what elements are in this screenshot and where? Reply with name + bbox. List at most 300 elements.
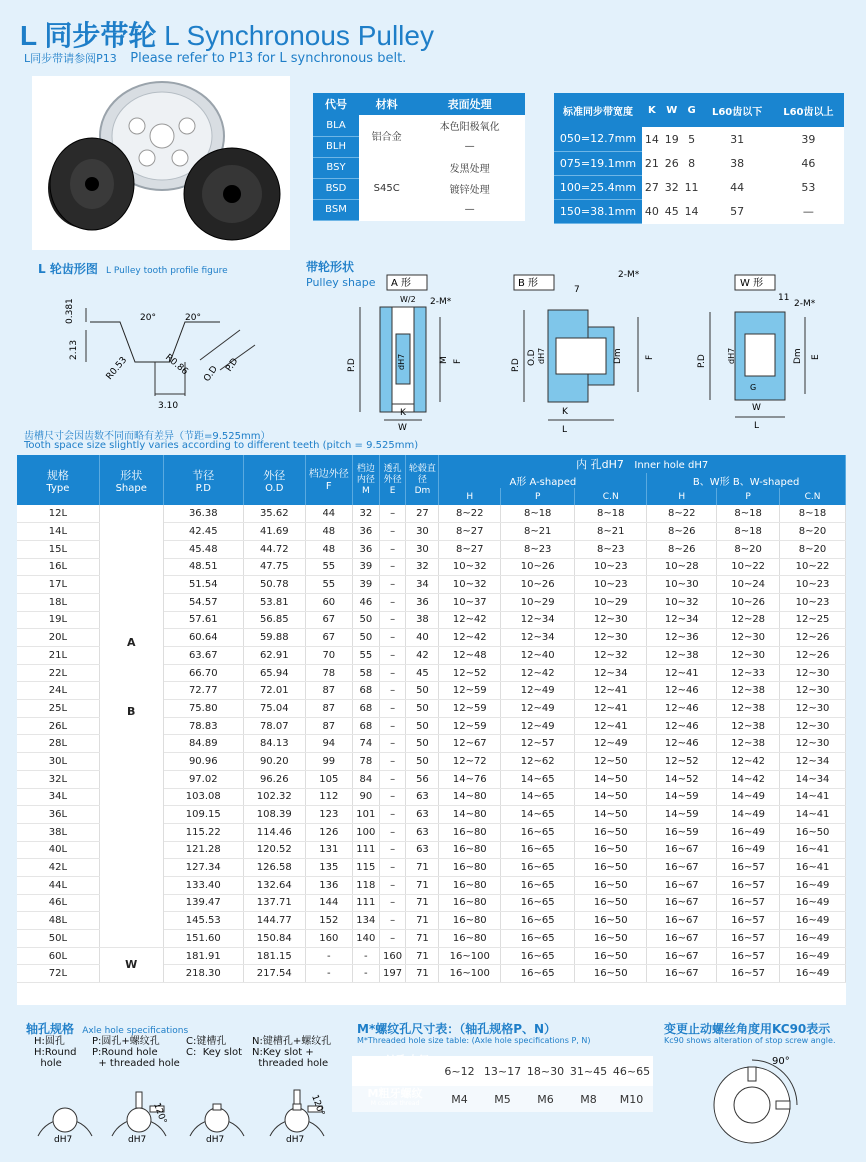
code-cell: BSD [313, 178, 359, 199]
table-cell: 84.89 [163, 735, 243, 753]
width-cell: 32 [664, 180, 679, 194]
spec-table [17, 455, 846, 983]
table-cell: 126 [305, 823, 352, 841]
table-cell: 16~49 [780, 894, 846, 912]
table-cell: 16~50 [575, 859, 647, 877]
axle-hole-diagrams [30, 1076, 350, 1148]
shape-a-dim: F [453, 358, 463, 364]
table-cell: 42.45 [163, 523, 243, 541]
table-cell: 16~49 [780, 876, 846, 894]
table-cell: 12~28 [717, 611, 780, 629]
table-cell: 12~49 [501, 717, 575, 735]
table-cell: 14~49 [717, 806, 780, 824]
table-cell: 181.91 [163, 947, 243, 965]
table-cell: 10~26 [501, 558, 575, 576]
table-cell: 50 [352, 611, 379, 629]
table-cell: 39 [352, 576, 379, 594]
table-cell: 12~30 [717, 629, 780, 647]
width-cell: 075=19.1mm [554, 151, 642, 175]
shape-w-label: W 形 [740, 278, 764, 289]
table-cell: 12~67 [439, 735, 501, 753]
table-cell: 8~21 [501, 523, 575, 541]
table-cell: 12~49 [501, 682, 575, 700]
table-cell: 71 [406, 912, 439, 930]
table-cell: 50 [352, 629, 379, 647]
table-cell: 12~30 [780, 682, 846, 700]
table-cell: - [352, 965, 379, 983]
table-cell: 57.61 [163, 611, 243, 629]
table-cell: 10~23 [575, 576, 647, 594]
table-cell: 16~49 [780, 912, 846, 930]
table-cell: 16~57 [717, 894, 780, 912]
thread-cell: M6 [524, 1086, 567, 1112]
shape-b-dim: dH7 [537, 347, 546, 364]
table-cell: 8~26 [647, 523, 717, 541]
table-cell: – [379, 505, 406, 523]
table-cell: – [379, 912, 406, 930]
width-cell: 53 [801, 180, 816, 194]
table-cell: 48 [305, 540, 352, 558]
table-cell: 100 [352, 823, 379, 841]
table-cell: 12~34 [780, 753, 846, 771]
table-cell: 10~32 [439, 558, 501, 576]
table-cell: 75.04 [243, 700, 305, 718]
table-cell: – [379, 700, 406, 718]
table-cell: 8~22 [439, 505, 501, 523]
col-shape: 形状 Shape [99, 455, 163, 505]
table-cell: 63 [406, 788, 439, 806]
table-cell: 36.38 [163, 505, 243, 523]
table-cell: – [379, 930, 406, 948]
table-cell: 14~80 [439, 788, 501, 806]
tooth-profile-title-cn: L 轮齿形图 [38, 262, 98, 276]
width-cell: 100=25.4mm [554, 175, 642, 199]
tooth-label: O.D [202, 364, 220, 384]
table-cell: 68 [352, 682, 379, 700]
axle-n-desc: N:键槽孔+螺纹孔 N:Key slot + threaded hole [252, 1036, 332, 1069]
col-bw-group: B、W形 B、W-shaped [647, 473, 846, 488]
width-cell: 11 [684, 180, 699, 194]
table-cell: 12~48 [439, 647, 501, 665]
kc90-angle: 90° [772, 1056, 790, 1067]
table-cell: 16~100 [439, 947, 501, 965]
tooth-label: 3.10 [158, 401, 179, 411]
header-l-under60: L60齿以下 [701, 93, 772, 127]
cell-type: 16L [17, 558, 99, 576]
cell-type: 50L [17, 930, 99, 948]
table-cell: 160 [305, 930, 352, 948]
table-cell: 12~26 [780, 629, 846, 647]
table-cell: – [379, 576, 406, 594]
cell-type: 28L [17, 735, 99, 753]
table-cell: – [379, 876, 406, 894]
shape-b-diagram [498, 272, 663, 437]
table-cell: 16~65 [501, 947, 575, 965]
table-cell: – [379, 540, 406, 558]
header-finish: 表面处理 [414, 93, 525, 115]
tooth-label: 20° [140, 313, 156, 323]
table-cell: 12~42 [439, 611, 501, 629]
table-cell: - [305, 965, 352, 983]
table-cell: 14~65 [501, 770, 575, 788]
table-cell: 44.72 [243, 540, 305, 558]
table-cell: 14~80 [439, 806, 501, 824]
table-cell: 136 [305, 876, 352, 894]
table-cell: 12~26 [780, 647, 846, 665]
table-cell: 111 [352, 841, 379, 859]
table-cell: – [379, 788, 406, 806]
table-cell: 12~30 [780, 664, 846, 682]
table-cell: 8~18 [575, 505, 647, 523]
table-cell: 60 [305, 593, 352, 611]
table-cell: 41.69 [243, 523, 305, 541]
col-m: 档边内径 M [352, 455, 379, 505]
table-cell: 55 [305, 576, 352, 594]
table-cell: 8~23 [575, 540, 647, 558]
col-pd: 节径 P.D [163, 455, 243, 505]
table-cell: 27 [406, 505, 439, 523]
table-cell: 12~30 [717, 647, 780, 665]
tooth-profile-diagram [65, 298, 270, 420]
cell-type: 32L [17, 770, 99, 788]
table-cell: 56 [406, 770, 439, 788]
cell-type: 25L [17, 700, 99, 718]
table-cell: 16~65 [501, 894, 575, 912]
table-cell: 50.78 [243, 576, 305, 594]
width-cell: 14 [644, 132, 659, 146]
table-cell: 59.88 [243, 629, 305, 647]
subtitle-en: Please refer to P13 for L synchronous belt. [130, 51, 407, 66]
table-cell: 50 [406, 735, 439, 753]
shape-w-dim: P.D [697, 354, 707, 368]
cell-type: 44L [17, 876, 99, 894]
width-cell: 26 [664, 156, 679, 170]
table-cell: 139.47 [163, 894, 243, 912]
axle-h-desc: H:圆孔 H:Round hole [34, 1036, 77, 1069]
table-cell: 16~67 [647, 876, 717, 894]
cell-type: 34L [17, 788, 99, 806]
finish-cell: — [414, 199, 525, 220]
thread-cell: M4 [438, 1086, 481, 1112]
table-cell: 16~50 [575, 823, 647, 841]
table-cell: 62.91 [243, 647, 305, 665]
table-cell: 120.52 [243, 841, 305, 859]
thread-cell: 31~45 [567, 1056, 610, 1086]
code-cell: BSY [313, 157, 359, 178]
width-row [554, 127, 844, 151]
table-cell: 53.81 [243, 593, 305, 611]
table-cell: 90.96 [163, 753, 243, 771]
col-e: 透孔外径 E [379, 455, 406, 505]
table-cell: 16~50 [780, 823, 846, 841]
table-cell: 14~41 [780, 788, 846, 806]
shape-a-dim: P.D [347, 358, 357, 372]
thread-row1-label: dH7轴孔内径 Inner diameter of dH7 axle hole [352, 1056, 438, 1086]
table-cell: 42 [406, 647, 439, 665]
table-cell: 71 [406, 965, 439, 983]
table-cell: 111 [352, 894, 379, 912]
table-cell: 14~50 [575, 806, 647, 824]
cell-type: 20L [17, 629, 99, 647]
table-cell: 16~57 [717, 930, 780, 948]
kc90-diagram [700, 1050, 810, 1150]
table-cell: 16~49 [780, 947, 846, 965]
thread-cell: M8 [567, 1086, 610, 1112]
table-cell: 102.32 [243, 788, 305, 806]
table-cell: 34 [406, 576, 439, 594]
table-cell: 16~50 [575, 930, 647, 948]
table-cell: 63 [406, 823, 439, 841]
table-cell: 126.58 [243, 859, 305, 877]
table-cell: 12~59 [439, 682, 501, 700]
tooth-profile-title-en: L Pulley tooth profile figure [106, 266, 228, 276]
table-cell: – [379, 841, 406, 859]
table-cell: 10~23 [575, 558, 647, 576]
note-en: Tooth space size slightly varies according to different teeth (pitch = 9.525mm) [24, 440, 419, 451]
cell-type: 19L [17, 611, 99, 629]
table-cell: 10~26 [717, 593, 780, 611]
table-row [17, 505, 846, 523]
table-cell: 14~50 [575, 770, 647, 788]
table-cell: 16~57 [717, 912, 780, 930]
table-cell: 12~33 [717, 664, 780, 682]
table-cell: 16~59 [647, 823, 717, 841]
table-cell: 58 [352, 664, 379, 682]
table-cell: – [379, 806, 406, 824]
table-cell: 12~46 [647, 717, 717, 735]
shape-a-dim: 2-M* [430, 297, 452, 307]
shape-a-dim: M [439, 356, 449, 364]
table-cell: 8~21 [575, 523, 647, 541]
table-cell: 101 [352, 806, 379, 824]
table-cell: 12~41 [647, 664, 717, 682]
table-cell: 65.94 [243, 664, 305, 682]
cell-type: 24L [17, 682, 99, 700]
cell-type: 30L [17, 753, 99, 771]
table-cell: 50 [406, 682, 439, 700]
tooth-label: P.D [224, 356, 241, 374]
table-cell: 12~52 [439, 664, 501, 682]
table-cell: 8~18 [501, 505, 575, 523]
table-cell: 8~26 [647, 540, 717, 558]
table-cell: – [379, 593, 406, 611]
pulley-shape-title-en: Pulley shape [306, 276, 376, 289]
table-cell: 16~57 [717, 876, 780, 894]
axle-hole-title [26, 1020, 188, 1037]
table-cell: 45.48 [163, 540, 243, 558]
thread-cell: M5 [481, 1086, 524, 1112]
code-cell: BLA [313, 115, 359, 136]
col-a-p: P [501, 488, 575, 505]
table-cell: 217.54 [243, 965, 305, 983]
shape-w-dim: E [811, 354, 821, 360]
col-f: 档边外径 F [305, 455, 352, 505]
table-cell: 12~25 [780, 611, 846, 629]
cell-type: 40L [17, 841, 99, 859]
width-cell: — [802, 204, 814, 218]
code-cell: BLH [313, 136, 359, 157]
col-a-cn: C.N [575, 488, 647, 505]
table-cell: 8~20 [780, 523, 846, 541]
table-cell: 10~32 [439, 576, 501, 594]
angle-label-n: 120° [309, 1093, 326, 1118]
table-cell: 121.28 [163, 841, 243, 859]
header-l-over60: L60齿以上 [773, 93, 844, 127]
table-cell: 40 [406, 629, 439, 647]
shape-b-dim: K [562, 407, 568, 417]
table-cell: 10~23 [780, 576, 846, 594]
col-bw-p: P [717, 488, 780, 505]
col-dm: 轮毂直径 Dm [406, 455, 439, 505]
table-cell: 118 [352, 876, 379, 894]
product-photo [32, 76, 290, 250]
table-cell: 152 [305, 912, 352, 930]
table-cell: 30 [406, 540, 439, 558]
table-cell: 12~32 [575, 647, 647, 665]
table-cell: 16~80 [439, 841, 501, 859]
tooth-label: 0.381 [65, 298, 75, 324]
table-cell: 36 [352, 523, 379, 541]
table-cell: 12~49 [501, 700, 575, 718]
table-cell: – [379, 523, 406, 541]
table-cell: 12~49 [575, 735, 647, 753]
table-cell: 12~34 [501, 629, 575, 647]
thread-cell: 18~30 [524, 1056, 567, 1086]
table-cell: 16~50 [575, 876, 647, 894]
table-cell: 12~30 [575, 611, 647, 629]
table-cell: 8~18 [780, 505, 846, 523]
table-cell: 103.08 [163, 788, 243, 806]
table-cell: 97.02 [163, 770, 243, 788]
shape-a-label: A 形 [391, 278, 412, 289]
table-cell: 16~80 [439, 930, 501, 948]
table-cell: 39 [352, 558, 379, 576]
shape-b-dim: Dm [613, 348, 623, 364]
table-cell: 72.01 [243, 682, 305, 700]
page-title [20, 14, 434, 54]
width-cell: 57 [730, 204, 745, 218]
table-cell: 32 [352, 505, 379, 523]
table-cell: 16~41 [780, 841, 846, 859]
cell-type: 46L [17, 894, 99, 912]
dh7-label: dH7 [54, 1135, 73, 1145]
table-cell: 8~27 [439, 523, 501, 541]
width-cell: 150=38.1mm [554, 199, 642, 223]
dh7-label: dH7 [128, 1135, 147, 1145]
table-cell: 12~38 [717, 735, 780, 753]
table-cell: 10~32 [647, 593, 717, 611]
table-cell: 70 [305, 647, 352, 665]
width-cell: 38 [730, 156, 745, 170]
belt-width-table [554, 93, 844, 224]
table-cell: 134 [352, 912, 379, 930]
width-row [554, 175, 844, 199]
table-cell: 87 [305, 700, 352, 718]
table-row [17, 947, 846, 965]
table-cell: 71 [406, 894, 439, 912]
table-cell: 16~80 [439, 823, 501, 841]
table-cell: – [379, 629, 406, 647]
table-cell: 109.15 [163, 806, 243, 824]
table-cell: 16~49 [717, 841, 780, 859]
table-cell: 181.15 [243, 947, 305, 965]
table-cell: 16~80 [439, 894, 501, 912]
table-cell: 144.77 [243, 912, 305, 930]
table-cell: 16~100 [439, 965, 501, 983]
table-cell: 12~42 [501, 664, 575, 682]
shape-a-dim: W [398, 423, 407, 433]
table-cell: 16~65 [501, 912, 575, 930]
table-cell: 36 [352, 540, 379, 558]
table-cell: 45 [406, 664, 439, 682]
finish-cell: — [414, 136, 525, 157]
table-cell: – [379, 682, 406, 700]
table-cell: 16~65 [501, 876, 575, 894]
shape-b-label: B 形 [518, 278, 539, 289]
thread-size-table [352, 1056, 653, 1112]
shape-w-diagram [690, 272, 840, 437]
table-cell: 94 [305, 735, 352, 753]
pulley-shape-title-cn: 带轮形状 [306, 260, 355, 274]
table-cell: 10~26 [501, 576, 575, 594]
axle-c-icon [190, 1104, 244, 1136]
table-cell: 75.80 [163, 700, 243, 718]
table-cell: 47.75 [243, 558, 305, 576]
cell-type: 21L [17, 647, 99, 665]
table-cell: 14~59 [647, 788, 717, 806]
width-cell: 46 [801, 156, 816, 170]
table-cell: 14~49 [717, 788, 780, 806]
header-k: K [642, 93, 662, 127]
table-cell: 10~28 [647, 558, 717, 576]
kc90-title-cn: 变更止动螺丝角度用KC90表示 [664, 1022, 831, 1036]
thread-cell: 6~12 [438, 1056, 481, 1086]
table-cell: 84 [352, 770, 379, 788]
table-cell: 12~46 [647, 682, 717, 700]
subtitle-cn: L同步带请参阅P13 [24, 52, 117, 65]
table-cell: 14~76 [439, 770, 501, 788]
table-cell: 78.83 [163, 717, 243, 735]
table-cell: 55 [305, 558, 352, 576]
table-cell: 10~22 [717, 558, 780, 576]
table-cell: 56.85 [243, 611, 305, 629]
table-cell: 16~65 [501, 859, 575, 877]
col-a-group: A形 A-shaped [439, 473, 647, 488]
col-type: 规格 Type [17, 455, 99, 505]
angle-label-p: 120° [151, 1101, 168, 1126]
table-cell: 96.26 [243, 770, 305, 788]
table-cell: 71 [406, 947, 439, 965]
table-cell: 16~49 [780, 965, 846, 983]
material-table [313, 93, 525, 221]
table-cell: 12~36 [647, 629, 717, 647]
table-cell: 10~29 [575, 593, 647, 611]
table-cell: 87 [305, 682, 352, 700]
table-cell: 16~65 [501, 823, 575, 841]
thread-cell: 13~17 [481, 1056, 524, 1086]
table-cell: 71 [406, 859, 439, 877]
thread-cell: M10 [610, 1086, 653, 1112]
table-cell: 16~57 [717, 859, 780, 877]
shape-w-dim: 2-M* [794, 299, 816, 309]
table-cell: 14~52 [647, 770, 717, 788]
axle-h-icon [38, 1108, 92, 1136]
table-cell: – [379, 611, 406, 629]
shape-b-dim: 7 [574, 285, 580, 295]
table-cell: 12~38 [717, 717, 780, 735]
table-cell: 16~50 [575, 947, 647, 965]
table-cell: 12~30 [780, 735, 846, 753]
